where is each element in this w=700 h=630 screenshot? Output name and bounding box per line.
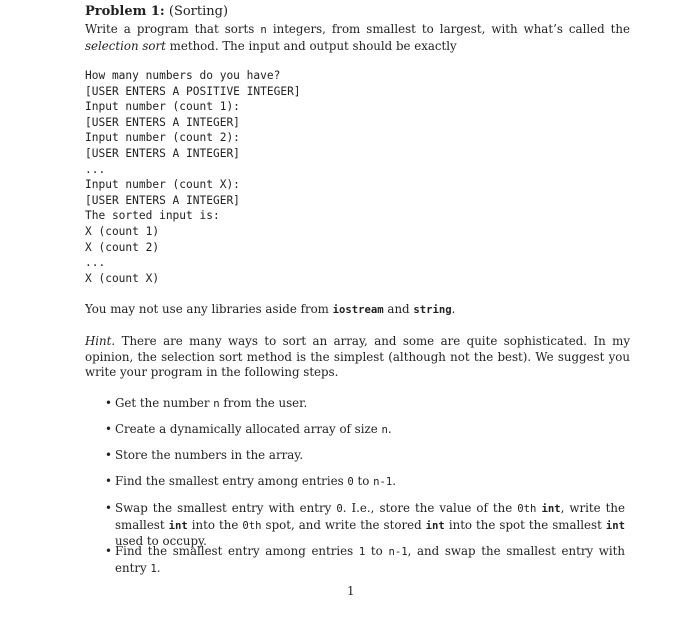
io-line: [USER ENTERS A INTEGER]: [85, 146, 240, 160]
libs-end: .: [451, 302, 456, 316]
step-item: [105, 501, 625, 550]
io-example-block: [85, 68, 301, 286]
step-text: Find the smallest entry among entries: [115, 544, 359, 558]
step-text: Create a dynamically allocated array of size: [115, 422, 382, 436]
step-text: Find the smallest entry among entries: [115, 474, 348, 488]
step-item: [105, 422, 625, 439]
page-number: 1: [347, 584, 355, 598]
problem-intro: [85, 22, 630, 54]
bullet-icon: •: [105, 501, 112, 515]
step-text: Swap the smallest entry with entry: [115, 501, 337, 515]
step-code: int: [541, 503, 561, 515]
step-code: 1: [150, 562, 157, 575]
step-text: spot, and write the stored: [261, 517, 426, 532]
io-line: Input number (count 2):: [85, 131, 240, 145]
step-text: .: [392, 474, 397, 488]
io-line: [USER ENTERS A POSITIVE INTEGER]: [85, 84, 301, 98]
intro-code-n: n: [260, 24, 267, 36]
step-text: from the user.: [219, 396, 308, 410]
step-item: [105, 474, 625, 491]
document-page: [85, 0, 630, 630]
bullet-icon: •: [105, 474, 112, 488]
io-line: Input number (count 1):: [85, 100, 240, 114]
hint-text: There are many ways to sort an array, and some are quite sophisticated. In my opinion, the selection sort method is the simplest (although not the best). We suggest you write your program in the following steps.: [85, 334, 630, 379]
step-text: , and swap the smallest entry with entry: [115, 544, 626, 575]
intro-text-2: integers, from smallest to largest, with what’s called the: [266, 22, 631, 36]
step-item: [105, 544, 625, 577]
step-text: to: [365, 544, 389, 558]
step-item: [105, 448, 625, 464]
step-text: to: [353, 474, 374, 488]
io-line: X (count 1): [85, 224, 160, 238]
io-line: ...: [85, 256, 106, 270]
problem-label: Problem 1:: [85, 4, 165, 19]
intro-text-1: Write a program that sorts: [85, 22, 261, 36]
step-code: int: [168, 519, 188, 532]
io-line: X (count 2): [85, 240, 160, 254]
io-line: [USER ENTERS A INTEGER]: [85, 115, 240, 129]
step-code: 0th: [517, 503, 537, 515]
bullet-icon: •: [105, 396, 112, 410]
io-line: Input number (count X):: [85, 178, 240, 192]
step-code: n: [213, 398, 220, 410]
step-code: 0: [347, 476, 354, 488]
step-code: 0th: [242, 519, 262, 532]
io-line: How many numbers do you have?: [85, 69, 281, 82]
bullet-icon: •: [105, 448, 112, 462]
hint-paragraph: [85, 334, 630, 381]
library-restriction: [85, 301, 455, 318]
step-code: n-1: [373, 476, 393, 488]
io-line: ...: [85, 162, 106, 176]
io-line: [USER ENTERS A INTEGER]: [85, 193, 240, 207]
intro-text-3: method. The input and output should be exactly: [165, 38, 457, 53]
bullet-icon: •: [105, 544, 112, 558]
step-text: . I.e., store the value of the: [342, 501, 518, 515]
io-line: The sorted input is:: [85, 209, 220, 223]
step-text: into the spot the smallest: [444, 517, 606, 532]
step-code: 0: [336, 503, 343, 515]
step-text: used to occupy.: [115, 534, 207, 548]
step-text: .: [156, 560, 161, 575]
step-text: Store the numbers in the array.: [115, 448, 304, 462]
step-code: 1: [358, 546, 366, 558]
problem-heading: [85, 4, 228, 20]
step-code: n: [381, 424, 388, 436]
intro-emphasis: selection sort: [85, 38, 166, 53]
lib-iostream: iostream: [332, 304, 384, 316]
libs-and: and: [383, 302, 414, 316]
bullet-icon: •: [105, 422, 112, 436]
problem-topic: (Sorting): [168, 4, 229, 19]
step-text: Get the number: [115, 396, 214, 410]
step-code: n-1: [388, 546, 408, 558]
libs-text: You may not use any libraries aside from: [85, 302, 333, 316]
step-text: .: [387, 422, 392, 436]
step-item: [105, 396, 625, 413]
hint-label: Hint.: [85, 334, 116, 348]
lib-string: string: [413, 304, 452, 316]
step-text: , write the smallest: [115, 501, 625, 532]
io-line: X (count X): [85, 271, 160, 285]
step-code: int: [425, 519, 445, 532]
step-text: into the: [187, 517, 243, 532]
step-code: int: [605, 519, 625, 532]
